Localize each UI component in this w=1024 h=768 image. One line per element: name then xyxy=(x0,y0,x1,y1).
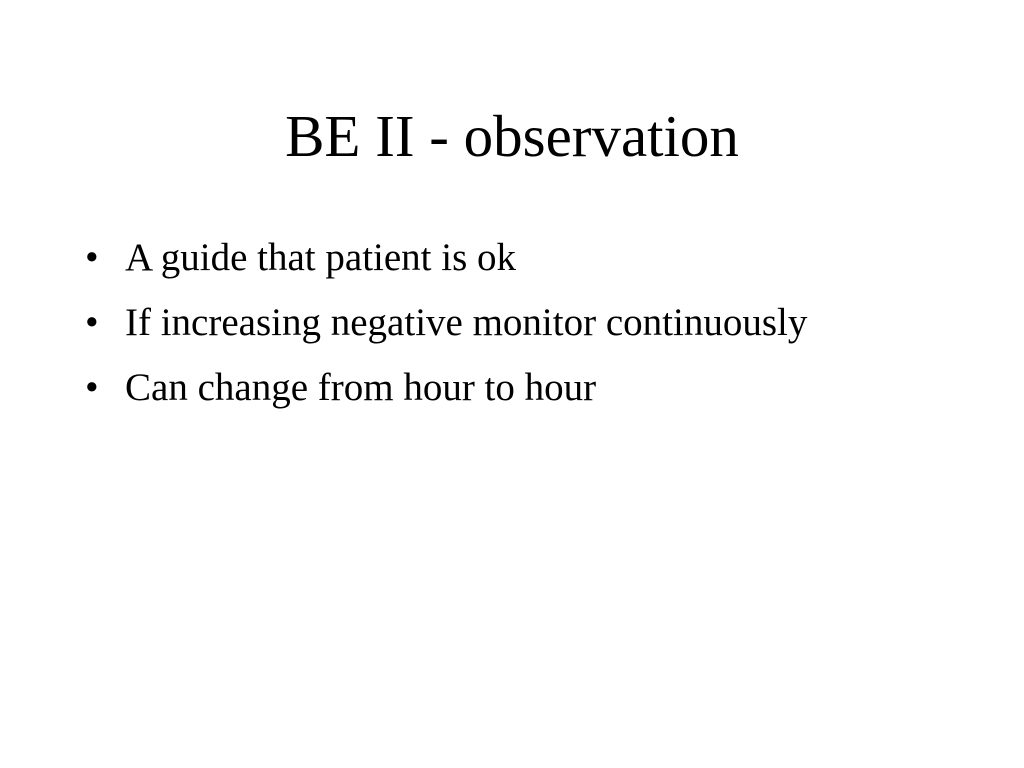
bullet-text: Can change from hour to hour xyxy=(125,366,597,409)
bullet-item xyxy=(85,362,985,427)
bullet-icon: • xyxy=(85,366,99,409)
slide-title: BE II - observation xyxy=(285,103,739,169)
bullet-icon: • xyxy=(85,301,99,344)
bullet-item xyxy=(85,232,985,297)
bullet-text: A guide that patient is ok xyxy=(125,236,517,279)
bullet-list xyxy=(85,232,985,427)
bullet-item xyxy=(85,297,985,362)
bullet-icon: • xyxy=(85,236,99,279)
bullet-text: If increasing negative monitor continuously xyxy=(125,301,808,344)
